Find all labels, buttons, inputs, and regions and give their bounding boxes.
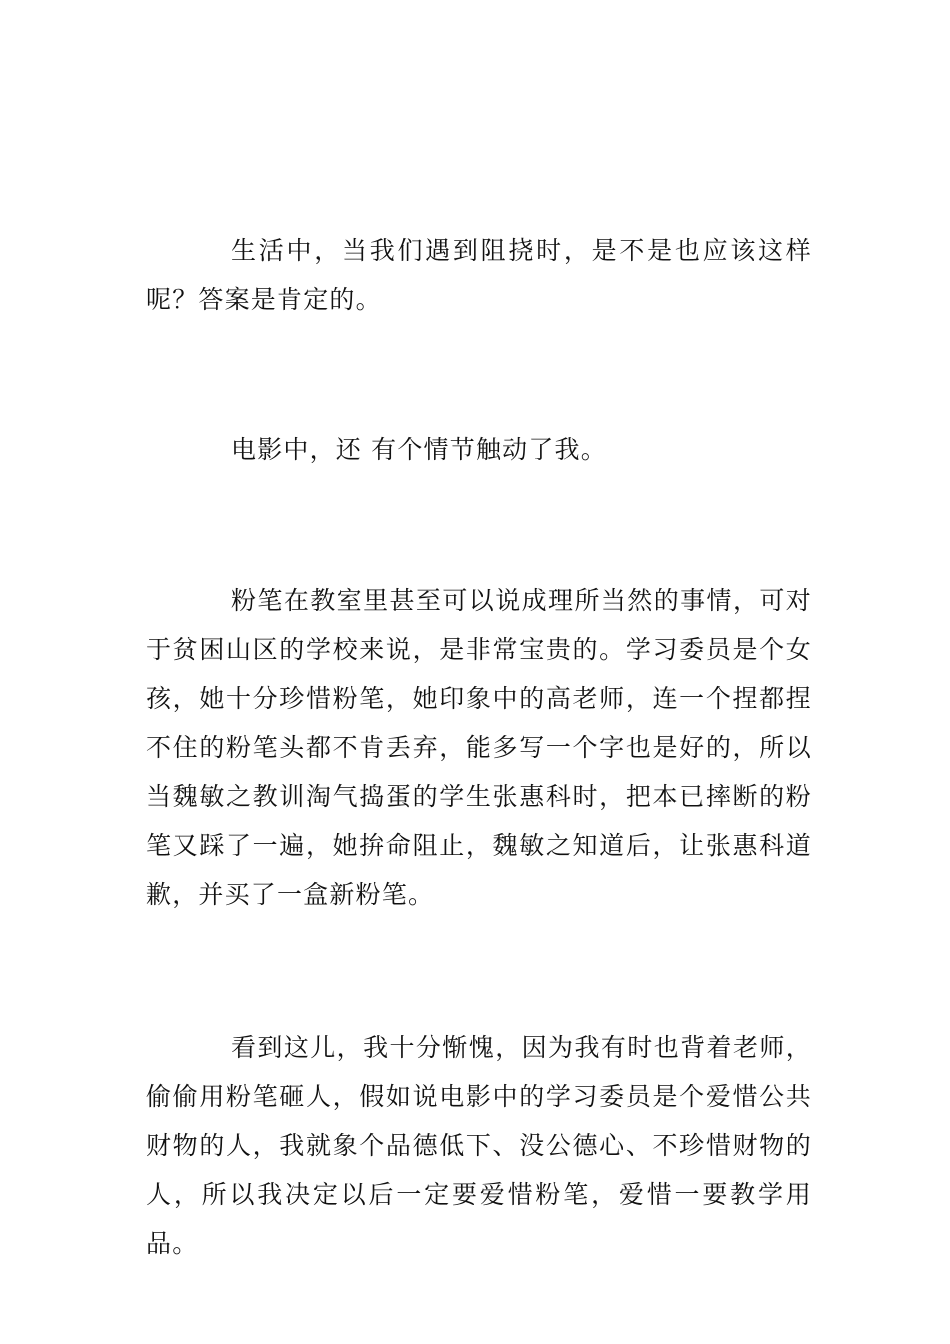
paragraph-3: 粉笔在教室里甚至可以说成理所当然的事情，可对于贫困山区的学校来说，是非常宝贵的。学习委员是个女孩，她十分珍惜粉笔，她印象中的高老师，连一个捏都捏不住的粉笔头都不肯丢弃，能多写一个字也是好的，所以当魏敏之教训淘气捣蛋的学生张惠科时，把本已摔断的粉笔又踩了一遍，她拚命阻止，魏敏之知道后，让张惠科道歉，并买了一盒新粉笔。: [146, 586, 812, 909]
paragraph-1: 生活中，当我们遇到阻挠时，是不是也应该这样呢？答案是肯定的。: [146, 236, 812, 314]
paragraph-4: 看到这儿，我十分惭愧，因为我有时也背着老师，偷偷用粉笔砸人，假如说电影中的学习委员是个爱惜公共财物的人，我就象个品德低下、没公德心、不珍惜财物的人，所以我决定以后一定要爱惜粉笔，爱惜一要教学用品。: [146, 1033, 812, 1258]
paragraph-2: 电影中，还 有个情节触动了我。: [231, 435, 607, 464]
